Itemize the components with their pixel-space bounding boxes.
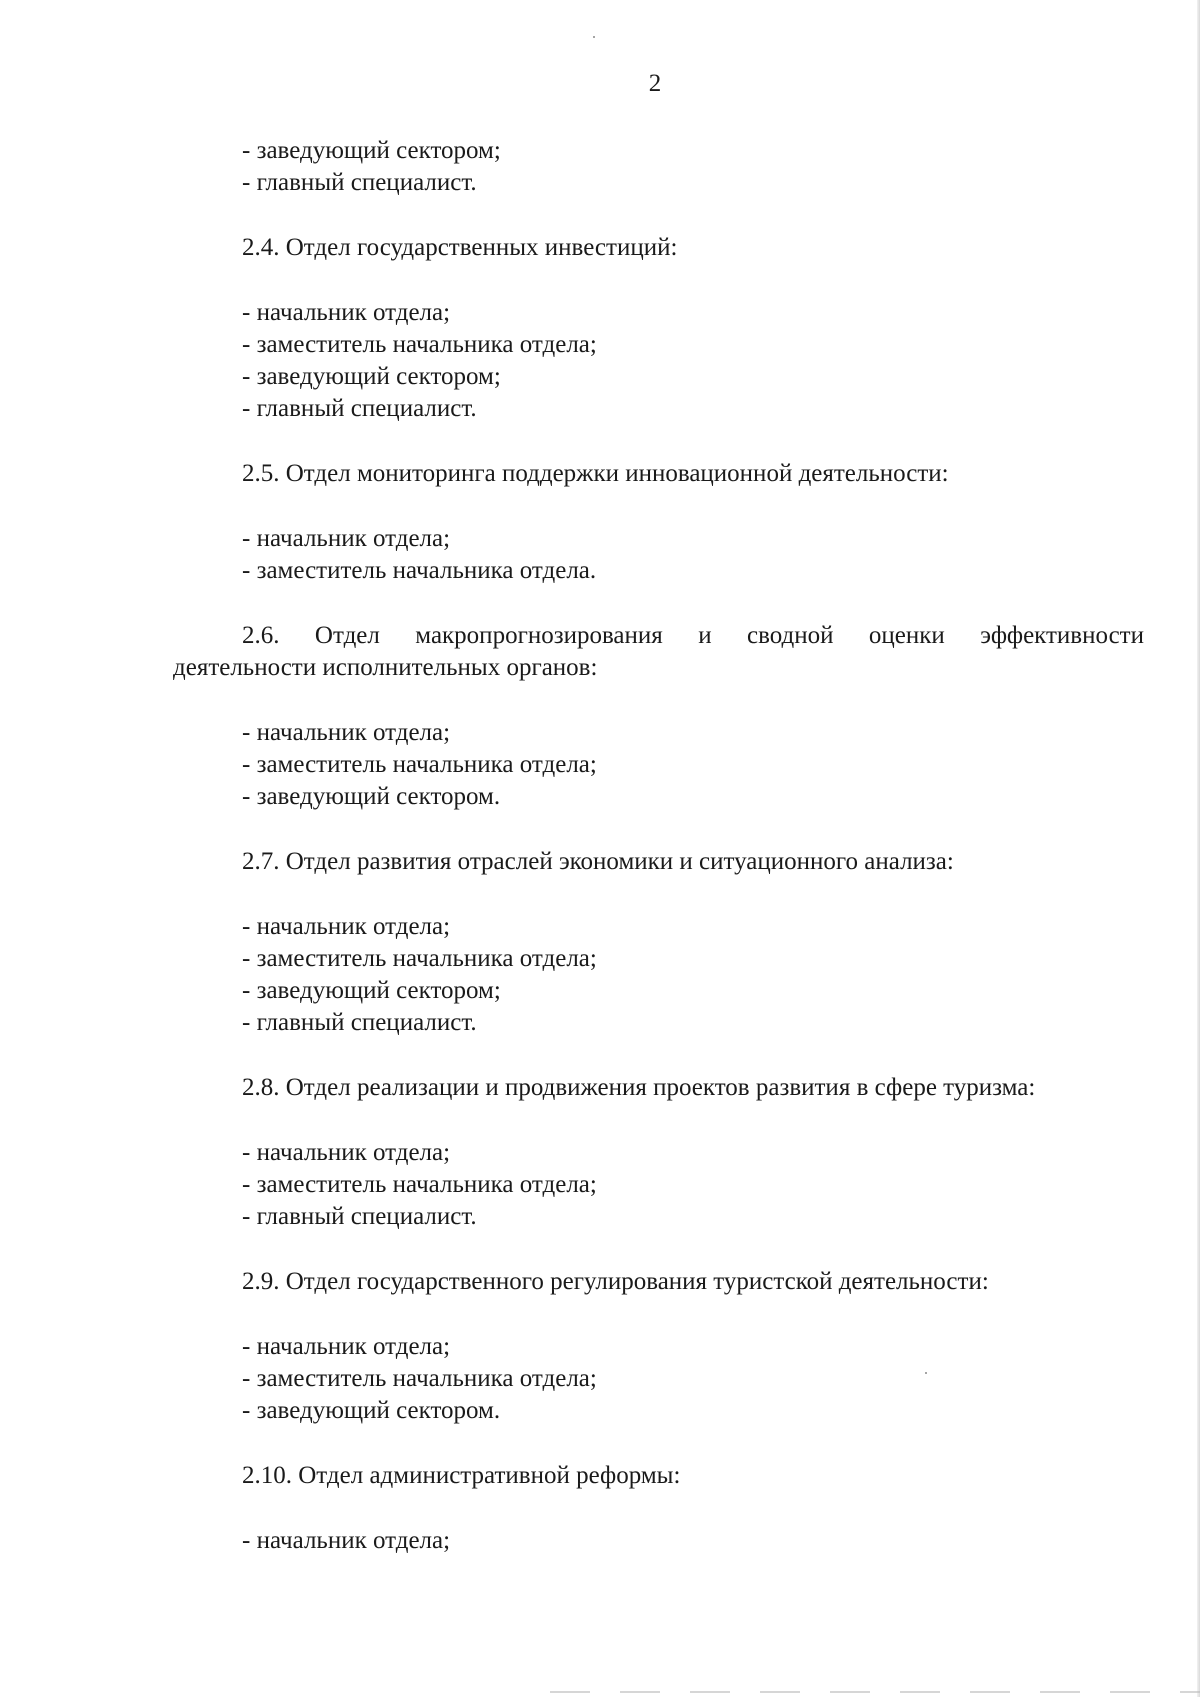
list-item: - заведующий сектором. <box>242 1397 501 1424</box>
scan-speck <box>593 36 595 38</box>
list-item: - заместитель начальника отдела; <box>242 751 597 778</box>
section-heading-2-6-continued: деятельности исполнительных органов: <box>173 654 598 681</box>
section-heading-2-5: 2.5. Отдел мониторинга поддержки инновационной деятельности: <box>242 460 949 487</box>
list-item: - заместитель начальника отдела; <box>242 945 597 972</box>
list-item: - главный специалист. <box>242 395 477 422</box>
list-item: - начальник отдела; <box>242 719 451 746</box>
list-item: - заместитель начальника отдела; <box>242 1365 597 1392</box>
list-item: - заведующий сектором; <box>242 363 501 390</box>
list-item: - главный специалист. <box>242 169 477 196</box>
scan-bottom-edge <box>550 1691 1200 1693</box>
list-item: - начальник отдела; <box>242 1139 451 1166</box>
list-item: - заместитель начальника отдела; <box>242 331 597 358</box>
page-number: 2 <box>648 70 662 97</box>
section-heading-2-6: 2.6. Отдел макропрогнозирования и сводной оценки эффективности <box>242 622 1144 649</box>
list-item: - начальник отдела; <box>242 1527 451 1554</box>
list-item: - начальник отдела; <box>242 299 451 326</box>
list-item: - главный специалист. <box>242 1009 477 1036</box>
list-item: - заведующий сектором. <box>242 783 501 810</box>
list-item: - заведующий сектором; <box>242 977 501 1004</box>
list-item: - заведующий сектором; <box>242 137 501 164</box>
section-heading-2-8: 2.8. Отдел реализации и продвижения проектов развития в сфере туризма: <box>242 1074 1036 1101</box>
list-item: - главный специалист. <box>242 1203 477 1230</box>
section-heading-2-10: 2.10. Отдел административной реформы: <box>242 1462 681 1489</box>
section-heading-2-7: 2.7. Отдел развития отраслей экономики и ситуационного анализа: <box>242 848 954 875</box>
section-heading-2-9: 2.9. Отдел государственного регулирования туристской деятельности: <box>242 1268 989 1295</box>
section-heading-2-4: 2.4. Отдел государственных инвестиций: <box>242 234 678 261</box>
list-item: - заместитель начальника отдела; <box>242 1171 597 1198</box>
list-item: - начальник отдела; <box>242 525 451 552</box>
list-item: - начальник отдела; <box>242 1333 451 1360</box>
scan-speck <box>925 1372 927 1374</box>
list-item: - заместитель начальника отдела. <box>242 557 597 584</box>
list-item: - начальник отдела; <box>242 913 451 940</box>
